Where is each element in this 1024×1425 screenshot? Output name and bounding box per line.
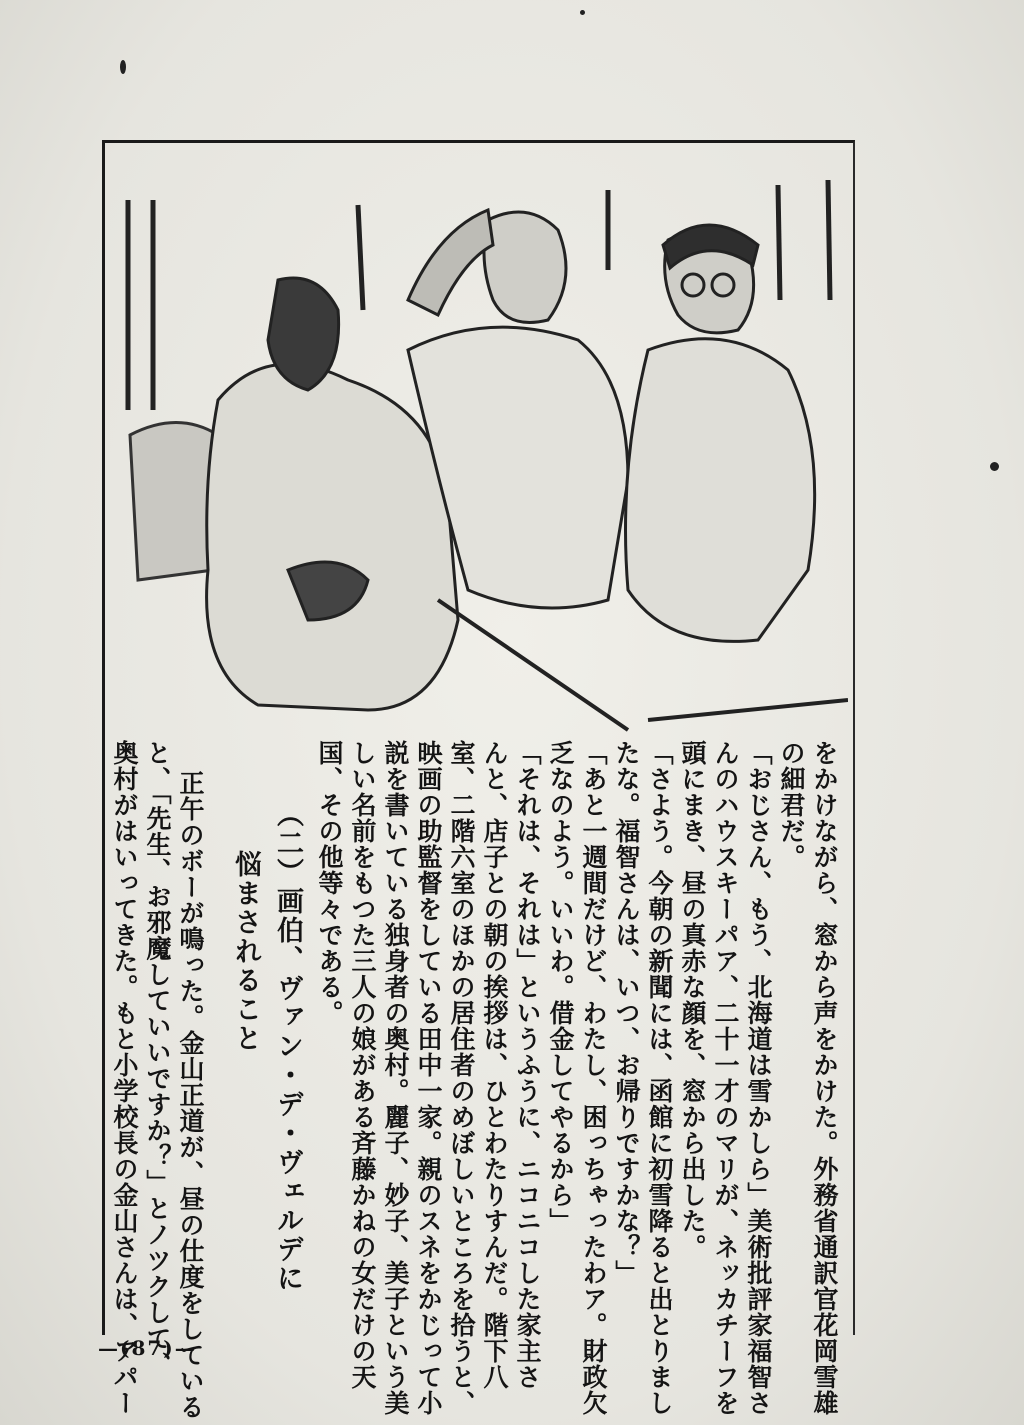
chapter-title-line2: 悩まされること: [230, 850, 261, 1053]
text-column: 「あと一週間だけど、わたし、困っちゃったわア。財政欠: [579, 740, 608, 1416]
floor-lines: [438, 600, 848, 730]
text-column: 正午のボーが鳴った。金山正道が、昼の仕度をしている: [176, 770, 205, 1420]
text-column: んと、店子との朝の挨拶は、ひとわたりすんだ。階下八: [480, 740, 509, 1390]
text-column: 映画の助監督をしている田中一家。親のスネをかじって小: [414, 740, 443, 1416]
text-column: 「さよう。今朝の新聞には、函館に初雪降ると出とりまし: [645, 740, 674, 1416]
chapter-title-line1: 画伯、ヴァン・デ・ヴェルデに: [272, 887, 303, 1293]
text-column: の細君だ。: [777, 740, 806, 870]
text-column: と、「先生、お邪魔していいですか？」とノツクして、: [143, 740, 172, 1378]
text-column: をかけながら、窓から声をかけた。外務省通訳官花岡雪雄: [810, 740, 839, 1416]
print-speck: [990, 462, 999, 471]
text-column: しい名前をもつた三人の娘がある斉藤かねの女だけの天: [348, 740, 377, 1390]
text-column: 「おじさん、もう、北海道は雪かしら」美術批評家福智さ: [744, 740, 773, 1416]
text-column: 説を書いている独身者の奥村。麗子、妙子、美子という美: [381, 740, 410, 1416]
print-speck: [120, 60, 126, 74]
text-column: たな。福智さんは、いつ、お帰りですかな？」: [612, 740, 641, 1286]
text-column: 頭にまき、昼の真赤な顔を、窓から出した。: [678, 740, 707, 1260]
page-number: —(87)—: [98, 1336, 197, 1360]
figure-right: [626, 225, 815, 641]
chapter-number: （二）: [272, 800, 303, 887]
text-column: 「それは、それは」というふうに、ニコニコした家主さ: [513, 740, 542, 1390]
text-column: 国、その他等々である。: [315, 740, 344, 1026]
illustration: [108, 150, 848, 735]
text-column: んのハウスキーパア、二十一才のマリが、ネッカチーフを: [711, 740, 740, 1416]
text-column: 奥村がはいってきた。もと小学校長の金山さんは、アパー: [110, 740, 139, 1416]
chapter-heading: [268, 800, 307, 1293]
stove: [130, 423, 218, 581]
text-column: 乏なのよう。いいわ。借金してやるから」: [546, 740, 575, 1234]
text-column: 室、二階六室のほかの居住者のめぼしいところを拾うと、: [447, 740, 476, 1416]
print-speck: [580, 10, 585, 15]
